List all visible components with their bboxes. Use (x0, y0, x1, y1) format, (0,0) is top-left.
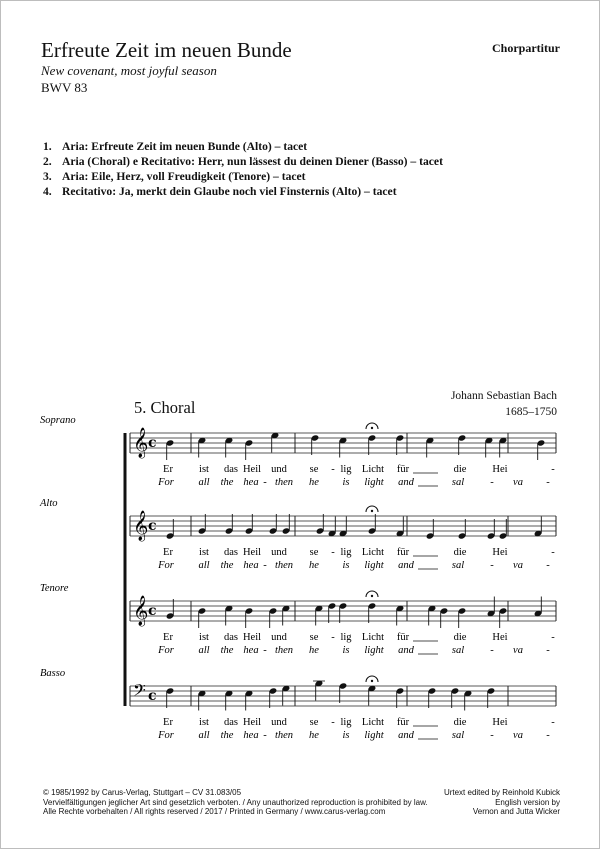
lyric-syllable-en: - (263, 730, 267, 741)
lyric-syllable-en: then (274, 730, 294, 741)
lyric-syllable-en: is (342, 645, 350, 656)
lyric-syllable-en: - (263, 560, 267, 571)
voice-label: Alto (40, 498, 58, 509)
fermata-dot (371, 595, 373, 597)
time-signature-icon: c (148, 603, 157, 619)
lyric-syllable-de: se (309, 717, 319, 728)
lyric-syllable-de: ist (199, 464, 209, 475)
lyric-syllable-en: - (546, 730, 550, 741)
lyric-syllable-en: For (158, 477, 174, 488)
lyric-syllable-en: then (274, 477, 294, 488)
fermata-dot (371, 427, 373, 429)
lyric-syllable-de: lig (340, 632, 352, 643)
lyric-syllable-en: sal (451, 560, 465, 571)
footer-copyright: © 1985/1992 by Carus-Verlag, Stuttgart – CV 31.083/05 Vervielfältigungen jeglicher Art sind gesetzlich verboten. / Any unauthorized reproduction is prohibited by law. Alle Rechte vorbehalten / All rights reserved / 2017 / Printed in Germany / www.carus-verlag.com (43, 788, 428, 817)
lyric-syllable-en: he (309, 560, 319, 571)
lyric-syllable-de: se (309, 632, 319, 643)
lyric-syllable-en: hea (243, 477, 259, 488)
lyric-syllable-de: lig (340, 464, 352, 475)
lyric-syllable-de: und (271, 464, 287, 475)
lyric-syllable-de: das (224, 717, 238, 728)
lyric-syllable-en: - (490, 730, 494, 741)
lyric-syllable-en: - (546, 645, 550, 656)
lyric-syllable-de: Er (163, 717, 173, 728)
lyric-syllable-de: Licht (361, 464, 385, 475)
lyric-syllable-de: und (271, 547, 287, 558)
lyric-syllable-en: and (398, 560, 414, 571)
bwv-number: BWV 83 (41, 80, 88, 95)
lyric-syllable-de: die (453, 632, 467, 643)
lyric-syllable-en: light (364, 645, 384, 656)
lyric-syllable-de: Heil (242, 464, 262, 475)
lyric-syllable-en: is (342, 560, 350, 571)
lyric-syllable-en: the (220, 477, 234, 488)
voice-label: Tenore (40, 583, 69, 594)
lyric-syllable-en: va (513, 477, 523, 488)
lyric-syllable-en: and (398, 645, 414, 656)
lyric-syllable-en: then (274, 645, 294, 656)
composer-name: Johann Sebastian Bach (450, 390, 557, 402)
time-signature-icon: c (148, 435, 157, 451)
lyric-syllable-de: lig (340, 717, 352, 728)
time-signature-icon: c (148, 688, 157, 704)
lyric-syllable-en: the (220, 645, 234, 656)
fermata-dot (371, 510, 373, 512)
lyric-syllable-en: and (398, 477, 414, 488)
lyric-syllable-en: all (198, 645, 210, 656)
lyric-syllable-de: Er (163, 547, 173, 558)
footer-credits: Urtext edited by Reinhold Kubick English version by Vernon and Jutta Wicker (443, 788, 560, 817)
lyric-syllable-en: - (546, 477, 550, 488)
lyric-syllable-en: hea (243, 730, 259, 741)
lyric-syllable-de: lig (340, 547, 352, 558)
lyric-syllable-en: the (220, 560, 234, 571)
work-subtitle: New covenant, most joyful season (41, 63, 217, 78)
lyric-syllable-en: is (342, 730, 350, 741)
lyric-syllable-de: - (331, 547, 335, 558)
movement-item: 4. Recitativo: Ja, merkt dein Glaube noch viel Finsternis (Alto) – tacet (43, 185, 397, 198)
lyric-syllable-de: Heil (242, 717, 262, 728)
lyric-syllable-de: se (309, 464, 319, 475)
lyric-syllable-de: das (224, 464, 238, 475)
lyric-syllable-de: und (271, 632, 287, 643)
lyric-syllable-en: he (309, 730, 319, 741)
lyric-syllable-en: - (490, 645, 494, 656)
fermata-dot (371, 680, 373, 682)
lyric-syllable-de: Licht (361, 632, 385, 643)
lyric-syllable-en: all (198, 560, 210, 571)
lyric-syllable-de: Heil (242, 632, 262, 643)
lyric-syllable-en: and (398, 730, 414, 741)
lyric-syllable-de: Er (163, 632, 173, 643)
lyric-syllable-en: sal (451, 645, 465, 656)
lyric-syllable-de: ist (199, 717, 209, 728)
lyric-syllable-en: - (263, 477, 267, 488)
lyric-syllable-de: Licht (361, 547, 385, 558)
lyric-syllable-en: - (490, 560, 494, 571)
lyric-syllable-de: für (396, 632, 410, 643)
lyric-syllable-de: - (331, 464, 335, 475)
lyric-syllable-de: - (551, 717, 555, 728)
lyric-syllable-de: - (551, 632, 555, 643)
lyric-syllable-de: die (453, 464, 467, 475)
lyric-syllable-de: Heil (242, 547, 262, 558)
lyric-syllable-en: light (364, 477, 384, 488)
lyric-syllable-en: he (309, 477, 319, 488)
lyric-syllable-de: Hei (492, 547, 508, 558)
voice-label: Basso (40, 668, 66, 679)
lyric-syllable-de: Hei (492, 464, 508, 475)
lyric-syllable-de: und (271, 717, 287, 728)
movement-item: 1. Aria: Erfreute Zeit im neuen Bunde (Alto) – tacet (43, 140, 308, 153)
lyric-syllable-en: the (220, 730, 234, 741)
lyric-syllable-en: va (513, 730, 523, 741)
edition-type: Chorpartitur (492, 41, 560, 55)
lyric-syllable-de: für (396, 464, 410, 475)
lyric-syllable-de: Hei (492, 717, 508, 728)
lyric-syllable-en: all (198, 477, 210, 488)
lyric-syllable-de: se (309, 547, 319, 558)
lyric-syllable-de: Hei (492, 632, 508, 643)
lyric-syllable-en: - (490, 477, 494, 488)
lyric-syllable-en: light (364, 730, 384, 741)
lyric-syllable-de: - (551, 547, 555, 558)
lyric-syllable-de: das (224, 547, 238, 558)
lyric-syllable-de: die (453, 717, 467, 728)
lyric-syllable-en: - (263, 645, 267, 656)
lyric-syllable-en: all (198, 730, 210, 741)
treble-clef-icon: 𝄞 (133, 428, 149, 458)
work-title: Erfreute Zeit im neuen Bunde (41, 38, 292, 62)
treble-clef-icon: 𝄞 (133, 511, 149, 541)
lyric-syllable-de: ist (199, 547, 209, 558)
section-title: 5. Choral (134, 398, 196, 417)
lyric-syllable-en: then (274, 560, 294, 571)
lyric-syllable-de: das (224, 632, 238, 643)
movement-item: 2. Aria (Choral) e Recitativo: Herr, nun lässest du deinen Diener (Basso) – tacet (43, 155, 443, 168)
lyric-syllable-en: For (158, 560, 174, 571)
lyric-syllable-de: - (331, 632, 335, 643)
lyric-syllable-de: Er (163, 464, 173, 475)
time-signature-icon: c (148, 518, 157, 534)
lyric-syllable-en: - (546, 560, 550, 571)
movement-item: 3. Aria: Eile, Herz, voll Freudigkeit (Tenore) – tacet (43, 170, 306, 183)
lyric-syllable-en: For (158, 730, 174, 741)
lyric-syllable-en: hea (243, 645, 259, 656)
lyric-syllable-de: - (551, 464, 555, 475)
lyric-syllable-en: he (309, 645, 319, 656)
lyric-syllable-de: Licht (361, 717, 385, 728)
voice-label: Soprano (40, 415, 76, 426)
lyric-syllable-en: sal (451, 477, 465, 488)
lyric-syllable-en: va (513, 560, 523, 571)
lyric-syllable-de: ist (199, 632, 209, 643)
lyric-syllable-en: hea (243, 560, 259, 571)
lyric-syllable-de: für (396, 717, 410, 728)
composer-dates: 1685–1750 (505, 406, 557, 418)
lyric-syllable-de: für (396, 547, 410, 558)
treble-clef-icon: 𝄞 (133, 596, 149, 626)
lyric-syllable-en: sal (451, 730, 465, 741)
lyric-syllable-en: va (513, 645, 523, 656)
bass-clef-icon: 𝄢 (133, 680, 146, 704)
lyric-syllable-en: For (158, 645, 174, 656)
lyric-syllable-en: light (364, 560, 384, 571)
lyric-syllable-en: is (342, 477, 350, 488)
lyric-syllable-de: die (453, 547, 467, 558)
lyric-syllable-de: - (331, 717, 335, 728)
